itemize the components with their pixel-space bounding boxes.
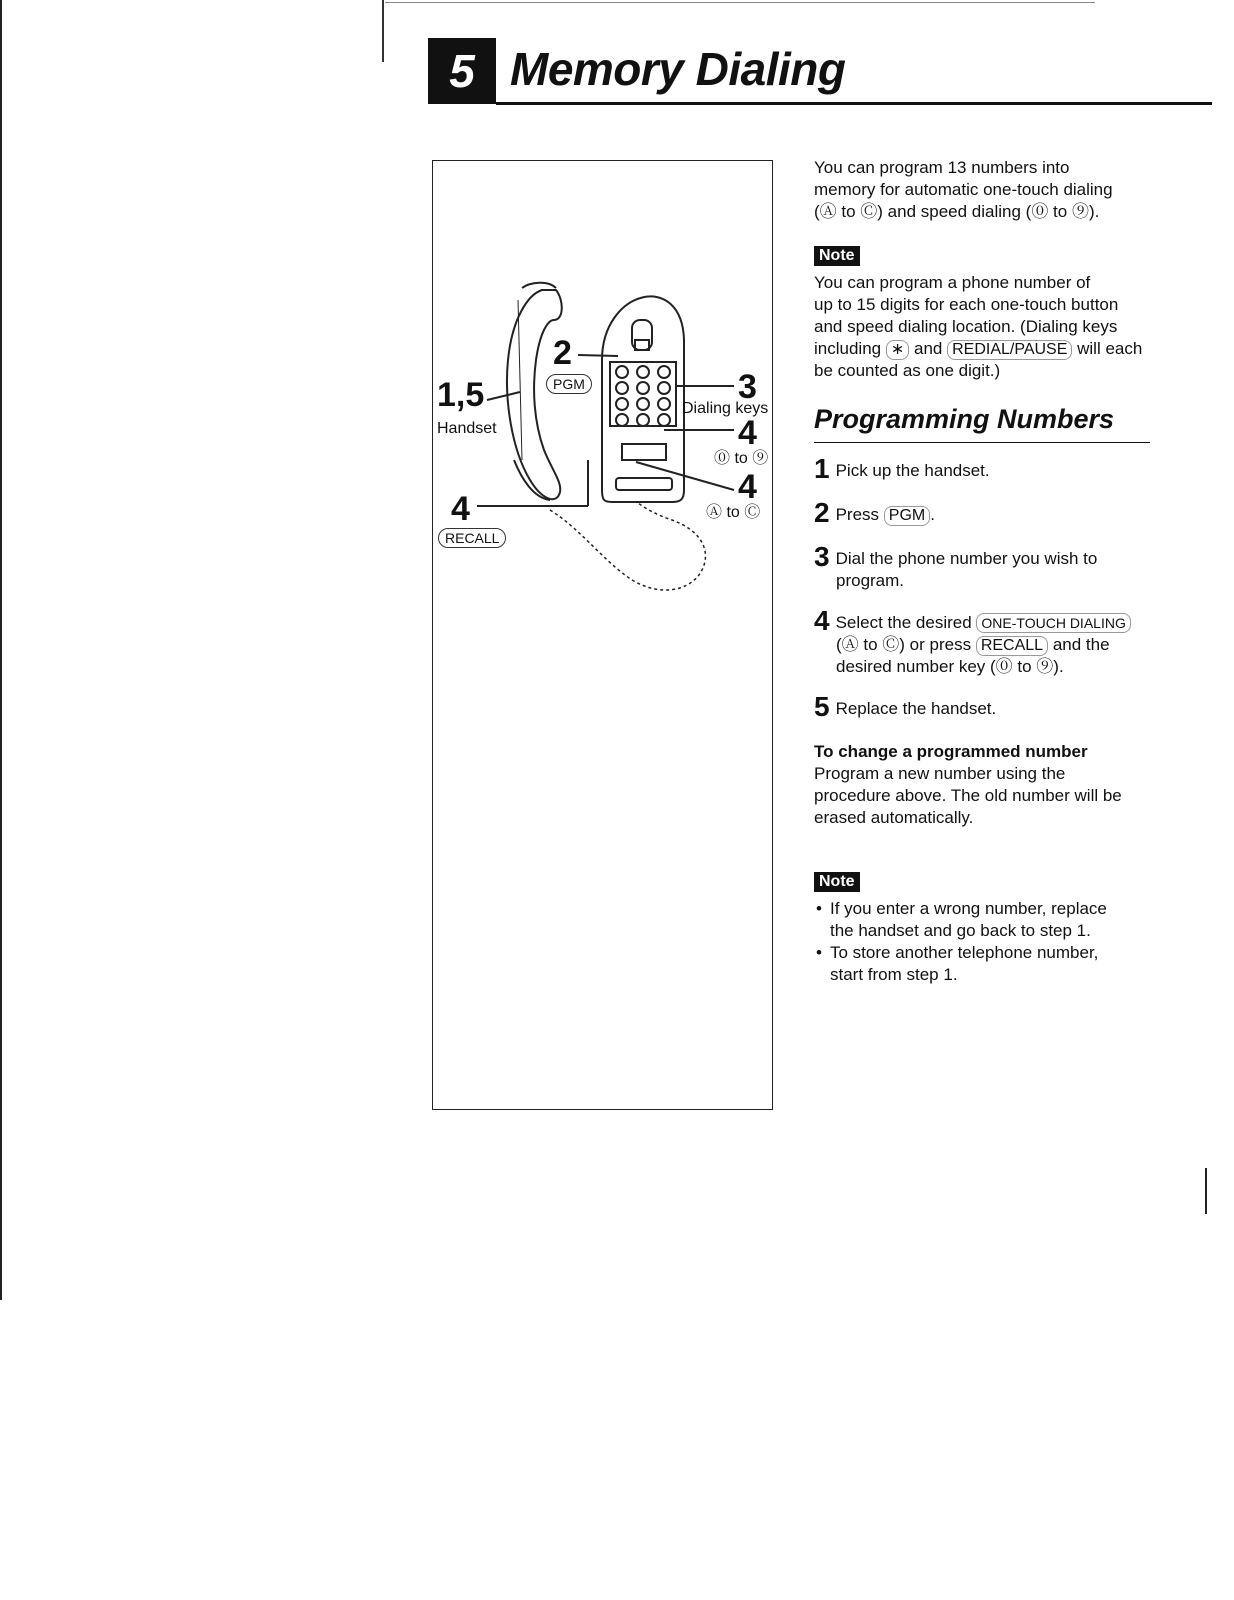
callout-pgm-number: 2	[553, 334, 572, 372]
note-badge: Note	[814, 872, 860, 892]
one-touch-dialing-key-label: ONE-TOUCH DIALING	[976, 613, 1130, 633]
bullet-line: To store another telephone number,	[830, 943, 1099, 962]
step-text: Pick up the handset.	[835, 461, 990, 480]
note-block-2	[814, 870, 1214, 986]
note-bullet: • If you enter a wrong number, replace the handset and go back to step 1.	[814, 898, 1214, 942]
step-text: Press	[835, 505, 880, 524]
note-block-1	[814, 244, 1214, 382]
note-line: be counted as one digit.)	[814, 361, 1001, 380]
note-text: and	[913, 339, 943, 358]
programming-heading: Programming Numbers	[814, 400, 1150, 443]
intro-line: You can program 13 numbers into	[814, 158, 1070, 177]
pgm-key-label: PGM	[884, 506, 930, 526]
page-left-edge	[0, 0, 2, 1300]
callout-recall-number: 4	[451, 490, 470, 528]
callout-onetouch-number: 4	[738, 468, 757, 506]
change-heading: To change a programmed number	[814, 742, 1088, 761]
step-number: 5	[814, 691, 830, 722]
change-number-section	[814, 741, 1214, 829]
note-line: up to 15 digits for each one-touch button	[814, 295, 1119, 314]
callout-onetouch-label: Ⓐ to Ⓒ	[706, 504, 761, 521]
bullet-line: start from step 1.	[830, 965, 958, 984]
step-number: 2	[814, 497, 830, 528]
note-line: and speed dialing location. (Dialing keys	[814, 317, 1118, 336]
callout-dialing-label: Dialing keys	[682, 400, 769, 417]
intro-line: (Ⓐ to Ⓒ) and speed dialing (⓪ to ⑨).	[814, 202, 1100, 221]
star-key-label: ∗	[886, 340, 909, 360]
callout-dialing-number: 3	[738, 368, 757, 406]
note-text: including	[814, 339, 882, 358]
callout-pgm-label: PGM	[546, 374, 592, 394]
page-top-rule	[385, 2, 1095, 3]
change-line: erased automatically.	[814, 808, 974, 827]
step-text: Replace the handset.	[835, 699, 997, 718]
note-line	[814, 338, 1214, 360]
step-text: Select the desired	[835, 613, 972, 632]
binding-mark	[382, 0, 384, 62]
step-number: 1	[814, 453, 830, 484]
section-number-badge: 5	[428, 38, 496, 104]
step-text: .	[930, 505, 935, 524]
intro-line: memory for automatic one-touch dialing	[814, 180, 1113, 199]
step-5	[814, 691, 1214, 722]
intro-paragraph	[814, 157, 1214, 223]
page-right-mark	[1205, 1168, 1207, 1214]
note-text: will each	[1077, 339, 1143, 358]
page-title: Memory Dialing	[510, 43, 846, 95]
note-badge: Note	[814, 246, 860, 266]
note-bullet: • To store another telephone number, start from step 1.	[814, 942, 1214, 986]
step-4	[814, 605, 1214, 678]
step-text: (Ⓐ to Ⓒ) or press	[836, 635, 972, 654]
note-line: You can program a phone number of	[814, 273, 1091, 292]
callout-recall-label: RECALL	[438, 528, 506, 548]
step-text: and the	[1052, 635, 1110, 654]
change-line: Program a new number using the	[814, 764, 1066, 783]
step-text: Dial the phone number you wish to	[835, 549, 1098, 568]
step-text: program.	[836, 571, 905, 590]
change-line: procedure above. The old number will be	[814, 786, 1122, 805]
step-text: desired number key (⓪ to ⑨).	[836, 657, 1064, 676]
step-2	[814, 497, 1214, 528]
step-3	[814, 541, 1214, 592]
callout-handset-label: Handset	[437, 420, 497, 437]
step-text-line	[814, 634, 1214, 656]
callout-handset-number: 1,5	[437, 376, 485, 414]
bullet-line: the handset and go back to step 1.	[830, 921, 1091, 940]
redial-pause-key-label: REDIAL/PAUSE	[947, 340, 1072, 360]
step-1	[814, 453, 1214, 484]
bullet-line: If you enter a wrong number, replace	[830, 899, 1107, 918]
title-underline	[496, 102, 1212, 105]
recall-key-label: RECALL	[976, 636, 1048, 656]
callout-speed-label: ⓪ to ⑨	[714, 450, 769, 467]
handset-shape	[507, 290, 562, 499]
step-number: 4	[814, 605, 830, 636]
step-number: 3	[814, 541, 830, 572]
callout-speed-number: 4	[738, 414, 757, 452]
